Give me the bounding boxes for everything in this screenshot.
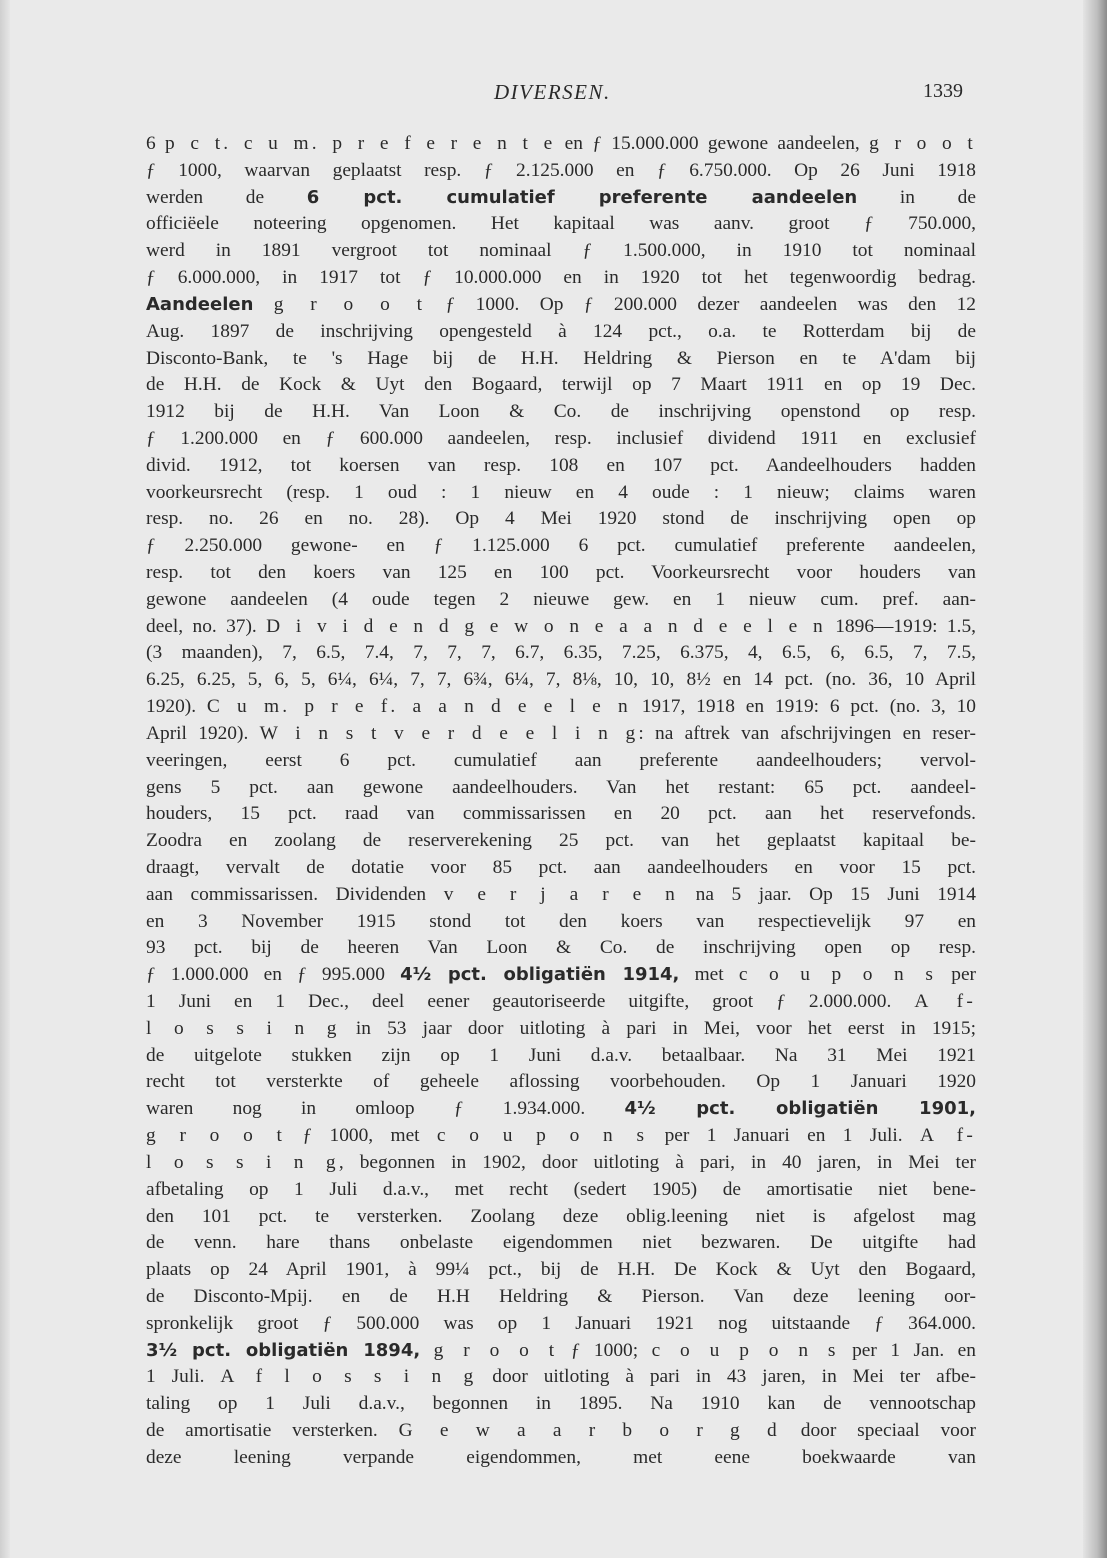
spaced-term-run: v e r j a r e n bbox=[443, 883, 679, 905]
text-line bbox=[146, 158, 976, 185]
spaced-term-run: l o s s i n g bbox=[146, 1017, 340, 1039]
text-line bbox=[146, 399, 976, 426]
text-line bbox=[146, 1311, 976, 1338]
text-run: aan commissarissen. Dividenden bbox=[146, 883, 444, 905]
text-run: de Disconto-Mpij. en de H.H Heldring & Pierson. Van deze leening oor- bbox=[146, 1285, 976, 1307]
text-run: gewone aandeelen (4 oude tegen 2 nieuwe gew. en 1 nieuw cum. pref. aan- bbox=[146, 588, 976, 610]
spaced-term-run: c o u p o n s bbox=[436, 1125, 648, 1147]
spaced-term-run: l o s s i n g bbox=[146, 1151, 339, 1173]
text-line bbox=[146, 935, 976, 962]
text-line bbox=[146, 1016, 976, 1043]
text-line bbox=[146, 989, 976, 1016]
text-line bbox=[146, 185, 976, 212]
text-line bbox=[146, 211, 976, 238]
text-run: Zoodra en zoolang de reserverekening 25 pct. van het geplaatst kapitaal be- bbox=[146, 830, 976, 852]
text-line bbox=[146, 560, 976, 587]
text-run: April 1920). bbox=[146, 722, 260, 744]
page-edge-shadow bbox=[1083, 0, 1107, 1558]
text-line bbox=[146, 1177, 976, 1204]
text-line bbox=[146, 909, 976, 936]
text-run: in 53 jaar door uitloting à pari in Mei, voor het eerst in 1915; bbox=[339, 1017, 977, 1039]
page-spine-shadow bbox=[0, 0, 10, 1558]
text-run: de uitgelote stukken zijn op 1 Juni d.a.v. betaalbaar. Na 31 Mei 1921 bbox=[146, 1044, 976, 1066]
text-run: en ƒ 15.000.000 gewone aandeelen, bbox=[555, 133, 870, 154]
text-line bbox=[146, 1069, 976, 1096]
running-title: DIVERSEN. bbox=[494, 80, 611, 104]
text-run: taling op 1 Juli d.a.v., begonnen in 1895. Na 1910 kan de vennootschap bbox=[146, 1393, 976, 1415]
text-run: na 5 jaar. Op 15 Juni 1914 bbox=[678, 883, 977, 905]
text-run: ƒ 2.250.000 gewone- en ƒ 1.125.000 6 pct. cumulatief preferente aandeelen, bbox=[146, 535, 976, 557]
text-line bbox=[146, 1123, 976, 1150]
text-line bbox=[146, 855, 976, 882]
text-run bbox=[253, 294, 273, 315]
bold-heading-run: 4½ pct. obligatiën 1914, bbox=[400, 964, 680, 986]
text-line bbox=[146, 346, 976, 373]
text-line bbox=[146, 962, 976, 989]
text-run: door speciaal voor bbox=[779, 1420, 976, 1441]
text-run: voorkeursrecht (resp. 1 oud : 1 nieuw en 4 oude : 1 nieuw; claims waren bbox=[146, 481, 976, 503]
text-run: 1 Juli. bbox=[146, 1366, 221, 1388]
text-line bbox=[146, 319, 976, 346]
text-run: gens 5 pct. aan gewone aandeelhouders. Van het restant: 65 pct. aandeel- bbox=[146, 776, 976, 798]
page-number: 1339 bbox=[923, 80, 963, 102]
text-run: divid. 1912, tot koersen van resp. 108 en 107 pct. Aandeelhouders hadden bbox=[146, 454, 976, 476]
text-run: en 3 November 1915 stond tot den koers van respectievelijk 97 en bbox=[146, 910, 976, 932]
text-run: resp. tot den koers van 125 en 100 pct. Voorkeursrecht voor houders van bbox=[146, 562, 976, 583]
text-line bbox=[146, 506, 976, 533]
text-line bbox=[146, 533, 976, 560]
spaced-term-run: D i v i d e n d g e w o n e a a n d e e l e n bbox=[266, 615, 826, 637]
spaced-term-run: g r o o t bbox=[869, 133, 976, 154]
text-line bbox=[146, 1043, 976, 1070]
spaced-term-run: g r o o t bbox=[273, 293, 426, 315]
text-line bbox=[146, 265, 976, 292]
bold-heading-run: 4½ pct. obligatiën 1901, bbox=[624, 1098, 976, 1120]
text-line bbox=[146, 453, 976, 480]
text-line bbox=[146, 721, 976, 748]
spaced-term-run: A f l o s s i n g bbox=[220, 1366, 477, 1388]
text-run: de amortisatie versterken. bbox=[146, 1420, 399, 1441]
text-run: (3 maanden), 7, 6.5, 7.4, 7, 7, 7, 6.7, 6.35, 7.25, 6.375, 4, 6.5, 6, 6.5, 7, 7.5, bbox=[146, 642, 976, 664]
text-run: officiëele noteering opgenomen. Het kapitaal was aanv. groot ƒ 750.000, bbox=[146, 213, 976, 235]
text-run: 1917, 1918 en 1919: 6 pct. (no. 3, 10 bbox=[630, 696, 976, 718]
text-run: in de bbox=[857, 186, 976, 208]
text-run: plaats op 24 April 1901, à 99¼ pct., bij de H.H. De Kock & Uyt den Bogaard, bbox=[146, 1259, 976, 1281]
body-text bbox=[146, 131, 976, 1472]
text-run: ƒ 1000. Op ƒ 200.000 dezer aandeelen was den 12 bbox=[425, 293, 976, 315]
text-run: Disconto-Bank, te 's Hage bij de H.H. Heldring & Pierson en te A'dam bij bbox=[146, 347, 976, 369]
running-header bbox=[0, 80, 1107, 114]
text-run: ƒ 1000, waarvan geplaatst resp. ƒ 2.125.000 en ƒ 6.750.000. Op 26 Juni 1918 bbox=[146, 159, 976, 181]
text-line bbox=[146, 614, 976, 641]
text-run: per bbox=[936, 964, 977, 986]
spaced-term-run: G e w a a r b o r g d bbox=[398, 1420, 780, 1441]
text-line bbox=[146, 1230, 976, 1257]
spaced-term-run: c o u p o n s bbox=[651, 1339, 839, 1361]
bold-heading-run: 3½ pct. obligatiën 1894, bbox=[146, 1339, 421, 1361]
text-run: 1920). bbox=[146, 696, 207, 718]
text-line bbox=[146, 1284, 976, 1311]
text-run: houders, 15 pct. raad van commissarissen en 20 pct. aan het reservefonds. bbox=[146, 803, 976, 825]
spaced-term-run: g r o o t bbox=[433, 1339, 558, 1361]
text-run: veeringen, eerst 6 pct. cumulatief aan preferente aandeelhouders; vervol- bbox=[146, 749, 976, 771]
text-line bbox=[146, 1204, 976, 1231]
text-run: afbetaling op 1 Juli d.a.v., met recht (sedert 1905) de amortisatie niet bene- bbox=[146, 1178, 976, 1200]
text-run bbox=[420, 1340, 433, 1361]
bold-heading-run: 6 pct. cumulatief preferente aandeelen bbox=[306, 186, 858, 208]
text-line bbox=[146, 1391, 976, 1418]
text-run: Aug. 1897 de inschrijving opengesteld à 124 pct., o.a. te Rotterdam bij de bbox=[146, 320, 976, 342]
text-line bbox=[146, 775, 976, 802]
text-line bbox=[146, 801, 976, 828]
text-run: 1 Juni en 1 Dec., deel eener geautoriseerde uitgifte, groot ƒ 2.000.000. bbox=[146, 991, 915, 1012]
spaced-term-run: g r o o t bbox=[146, 1125, 286, 1147]
text-run: 6 bbox=[146, 133, 165, 154]
text-line bbox=[146, 480, 976, 507]
text-run: den 101 pct. te versterken. Zoolang deze oblig.leening niet is afgelost mag bbox=[146, 1205, 976, 1227]
text-run: deel, no. 37). bbox=[146, 615, 267, 637]
spaced-term-run: W i n s t v e r d e e l i n g bbox=[259, 722, 639, 744]
text-line bbox=[146, 640, 976, 667]
text-line bbox=[146, 1445, 976, 1472]
text-line bbox=[146, 1150, 976, 1177]
text-run: resp. no. 26 en no. 28). Op 4 Mei 1920 stond de inschrijving open op bbox=[146, 508, 976, 530]
text-line bbox=[146, 292, 976, 319]
text-run: 1912 bij de H.H. Van Loon & Co. de inschrijving openstond op resp. bbox=[146, 401, 976, 423]
text-line bbox=[146, 587, 976, 614]
spaced-term-run: A f- bbox=[914, 991, 976, 1012]
text-run: per 1 Januari en 1 Juli. bbox=[647, 1125, 920, 1147]
text-run: per 1 Jan. en bbox=[838, 1339, 976, 1361]
spaced-term-run: A f- bbox=[920, 1125, 976, 1147]
text-run: ƒ 1000; bbox=[557, 1339, 652, 1361]
text-run: door uitloting à pari in 43 jaren, in Mei ter afbe- bbox=[476, 1366, 976, 1388]
text-run: 1896—1919: 1.5, bbox=[825, 615, 977, 637]
text-run: recht tot versterkte of geheele aflossing voorbehouden. Op 1 Januari 1920 bbox=[146, 1071, 976, 1093]
text-line bbox=[146, 1257, 976, 1284]
text-run: werd in 1891 vergroot tot nominaal ƒ 1.500.000, in 1910 tot nominaal bbox=[146, 240, 976, 262]
text-line bbox=[146, 238, 976, 265]
text-line bbox=[146, 426, 976, 453]
text-run: draagt, vervalt de dotatie voor 85 pct. aan aandeelhouders en voor 15 pct. bbox=[146, 856, 976, 878]
text-line bbox=[146, 748, 976, 775]
text-run: ƒ 1.000.000 en ƒ 995.000 bbox=[146, 964, 401, 986]
text-line bbox=[146, 694, 976, 721]
text-run: de venn. hare thans onbelaste eigendommen niet bezwaren. De uitgifte had bbox=[146, 1232, 976, 1254]
text-run: ƒ 1.200.000 en ƒ 600.000 aandeelen, resp. inclusief dividend 1911 en exclusief bbox=[146, 427, 976, 449]
text-line bbox=[146, 1096, 976, 1123]
text-line bbox=[146, 1338, 976, 1365]
text-line bbox=[146, 131, 976, 158]
text-run: spronkelijk groot ƒ 500.000 was op 1 Januari 1921 nog uitstaande ƒ 364.000. bbox=[146, 1312, 976, 1334]
text-run: waren nog in omloop ƒ 1.934.000. bbox=[146, 1098, 625, 1120]
text-run: , begonnen in 1902, door uitloting à pari, in 40 jaren, in Mei ter bbox=[338, 1151, 977, 1173]
text-run: de H.H. de Kock & Uyt den Bogaard, terwijl op 7 Maart 1911 en op 19 Dec. bbox=[146, 374, 976, 396]
bold-heading-run: Aandeelen bbox=[146, 293, 254, 315]
text-line bbox=[146, 882, 976, 909]
text-run: met bbox=[679, 964, 739, 986]
text-run: 6.25, 6.25, 5, 6, 5, 6¼, 6¼, 7, 7, 6¾, 6¼, 7, 8⅛, 10, 10, 8½ en 14 pct. (no. 36, 10 April bbox=[146, 669, 976, 691]
text-run: ƒ 1000, met bbox=[285, 1125, 437, 1147]
text-run: ƒ 6.000.000, in 1917 tot ƒ 10.000.000 en in 1920 tot het tegenwoordig bedrag. bbox=[146, 267, 976, 289]
spaced-term-run: p c t. c u m. p r e f e r e n t e bbox=[165, 133, 556, 154]
text-run: werden de bbox=[146, 186, 307, 208]
text-run: 93 pct. bij de heeren Van Loon & Co. de inschrijving open op resp. bbox=[146, 937, 976, 959]
text-line bbox=[146, 1418, 976, 1445]
spaced-term-run: c o u p o n s bbox=[738, 964, 937, 986]
spaced-term-run: C u m. p r e f. a a n d e e l e n bbox=[206, 696, 631, 718]
text-line bbox=[146, 667, 976, 694]
text-run: deze leening verpande eigendommen, met eene boekwaarde van bbox=[146, 1446, 976, 1468]
text-line bbox=[146, 1364, 976, 1391]
text-line bbox=[146, 372, 976, 399]
text-run: : na aftrek van afschrijvingen en reser- bbox=[638, 722, 976, 744]
text-line bbox=[146, 828, 976, 855]
